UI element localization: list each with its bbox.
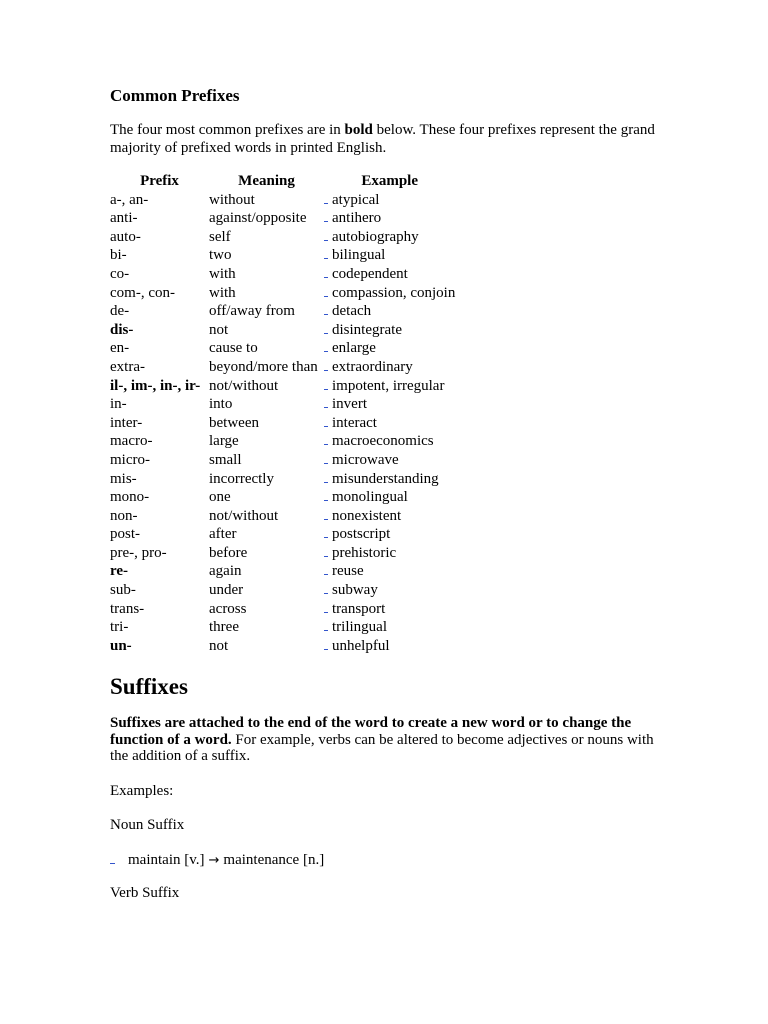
prefix-cell: dis- [110,321,134,338]
prefix-cell: en- [110,340,130,357]
example-word: monolingual [332,489,408,506]
example-cell [324,284,455,303]
intro-text-start: The four most common prefixes are in [110,122,345,138]
example-cell [324,246,455,265]
example-word: detach [332,303,372,320]
prefix-cell: mis- [110,470,137,487]
prefix-table-header-row [110,172,455,191]
example-link[interactable] [324,544,328,557]
example-cell [324,581,455,600]
example-link[interactable] [324,284,328,297]
example-cell [324,451,455,470]
example-word: bilingual [332,247,386,264]
example-word: nonexistent [332,507,402,524]
suffixes-description [110,715,660,765]
example-cell [324,191,455,210]
example-word: reuse [332,563,364,580]
example-link[interactable] [324,395,328,408]
meaning-cell: into [209,396,233,413]
meaning-cell: with [209,284,236,301]
example-link[interactable] [324,358,328,371]
table-row [110,339,455,358]
example-cell [324,321,455,340]
intro-text-end: below. These four prefixes represent the grand majority of prefixed words in printed English. [110,122,655,156]
table-row [110,358,455,377]
example-cell [324,618,455,637]
prefixes-intro-paragraph [110,121,655,157]
example-link[interactable] [324,265,328,278]
example-link[interactable] [324,600,328,613]
example-word: misunderstanding [332,470,439,487]
prefix-cell: de- [110,303,130,320]
table-row [110,507,455,526]
example-cell [324,302,455,321]
meaning-cell: against/opposite [209,210,307,227]
suffixes-description-rest: For example, verbs can be altered to become adjectives or nouns with the addition of a suffix. [110,731,654,764]
example-word: impotent, irregular [332,377,445,394]
example-cell [324,228,455,247]
example-link[interactable] [324,451,328,464]
example-word: subway [332,582,378,599]
table-row [110,637,455,656]
example-word: disintegrate [332,321,402,338]
example-word: autobiography [332,228,419,245]
common-prefixes-heading: Common Prefixes [110,86,240,105]
prefix-cell: re- [110,563,129,580]
intro-bold-word: bold [344,122,373,138]
example-word: prehistoric [332,544,397,561]
meaning-cell: across [209,600,247,617]
table-row [110,618,455,637]
meaning-cell: off/away from [209,303,295,320]
example-cell [324,525,455,544]
example-link[interactable] [324,470,328,483]
meaning-cell: between [209,414,259,431]
prefix-cell: a-, an- [110,191,149,208]
table-row [110,562,455,581]
prefix-cell: anti- [110,210,138,227]
example-word: invert [332,396,367,413]
example-cell [324,507,455,526]
prefix-cell: non- [110,507,138,524]
example-link[interactable] [110,851,115,864]
example-word: microwave [332,451,399,468]
example-word: compassion, conjoin [332,284,456,301]
table-row [110,432,455,451]
meaning-cell: cause to [209,340,258,357]
meaning-cell: not/without [209,507,279,524]
example-cell [324,432,455,451]
example-word: transport [332,600,386,617]
example-cell [324,358,455,377]
meaning-cell: without [209,191,255,208]
verb-suffix-label: Verb Suffix [110,885,180,901]
meaning-cell: self [209,228,231,245]
table-row [110,525,455,544]
example-link[interactable] [324,321,328,334]
suffixes-description-bold: Suffixes are attached to the end of the word to create a new word or to change the function of a word. [110,715,632,748]
table-row [110,581,455,600]
example-cell [324,562,455,581]
prefix-cell: mono- [110,489,150,506]
example-cell [324,637,455,656]
table-row [110,600,455,619]
example-link[interactable] [324,507,328,520]
noun-suffix-label: Noun Suffix [110,817,185,833]
example-link[interactable] [324,209,328,222]
table-row [110,377,455,396]
meaning-cell: three [209,619,239,636]
table-row [110,544,455,563]
header-example: Example [361,173,418,189]
meaning-cell: not [209,321,229,338]
meaning-cell: two [209,247,232,264]
example-link[interactable] [324,339,328,352]
example-word: atypical [332,191,380,208]
table-row [110,395,455,414]
example-link[interactable] [324,525,328,538]
prefix-cell: un- [110,637,132,654]
noun-suffix-example [110,851,324,869]
table-row [110,265,455,284]
prefix-cell: auto- [110,228,141,245]
header-prefix: Prefix [140,173,179,189]
meaning-cell: after [209,526,237,543]
meaning-cell: incorrectly [209,470,274,487]
prefix-table-body [110,191,455,656]
meaning-cell: under [209,582,244,599]
table-row [110,451,455,470]
example-link[interactable] [324,432,328,445]
example-link[interactable] [324,414,328,427]
prefix-cell: tri- [110,619,129,636]
table-row [110,321,455,340]
example-cell [324,470,455,489]
prefix-cell: macro- [110,433,153,450]
example-link[interactable] [324,488,328,501]
example-cell [324,265,455,284]
example-cell [324,209,455,228]
meaning-cell: with [209,265,236,282]
example-cell [324,600,455,619]
example-link[interactable] [324,302,328,315]
meaning-cell: before [209,544,248,561]
examples-label: Examples: [110,783,174,799]
noun-example-from: maintain [v.] [128,852,205,868]
prefix-cell: co- [110,265,130,282]
meaning-cell: not/without [209,377,279,394]
example-cell [324,544,455,563]
noun-example-to: maintenance [n.] [223,852,325,868]
table-row [110,246,455,265]
example-word: antihero [332,210,382,227]
example-cell [324,414,455,433]
table-row [110,488,455,507]
example-link[interactable] [324,246,328,259]
meaning-cell: large [209,433,239,450]
prefix-cell: extra- [110,358,145,375]
table-row [110,191,455,210]
example-word: interact [332,414,377,431]
example-link[interactable] [324,377,328,390]
example-word: codependent [332,265,408,282]
table-row [110,414,455,433]
prefix-cell: il-, im-, in-, ir- [110,377,201,394]
right-arrow-icon: → [208,853,220,868]
example-word: postscript [332,526,391,543]
example-word: enlarge [332,340,376,357]
table-row [110,284,455,303]
table-row [110,209,455,228]
table-row [110,302,455,321]
example-link[interactable] [324,637,328,650]
meaning-cell: one [209,489,231,506]
prefix-cell: bi- [110,247,127,264]
prefix-cell: inter- [110,414,143,431]
example-link[interactable] [324,562,328,575]
prefix-cell: pre-, pro- [110,544,167,561]
suffixes-heading: Suffixes [110,674,188,699]
prefix-table [110,172,455,655]
prefix-cell: sub- [110,582,136,599]
meaning-cell: not [209,637,229,654]
example-cell [324,339,455,358]
prefix-cell: in- [110,396,127,413]
prefix-cell: post- [110,526,140,543]
example-word: extraordinary [332,358,413,375]
prefix-cell: trans- [110,600,145,617]
meaning-cell: again [209,563,242,580]
example-link[interactable] [324,581,328,594]
meaning-cell: beyond/more than [209,358,318,375]
example-link[interactable] [324,618,328,631]
example-link[interactable] [324,191,328,204]
example-link[interactable] [324,228,328,241]
example-word: trilingual [332,619,387,636]
example-cell [324,488,455,507]
meaning-cell: small [209,451,242,468]
example-word: macroeconomics [332,433,434,450]
example-cell [324,377,455,396]
prefix-cell: com-, con- [110,284,175,301]
header-meaning: Meaning [238,173,295,189]
prefix-cell: micro- [110,451,150,468]
example-word: unhelpful [332,637,390,654]
table-row [110,470,455,489]
example-cell [324,395,455,414]
table-row [110,228,455,247]
